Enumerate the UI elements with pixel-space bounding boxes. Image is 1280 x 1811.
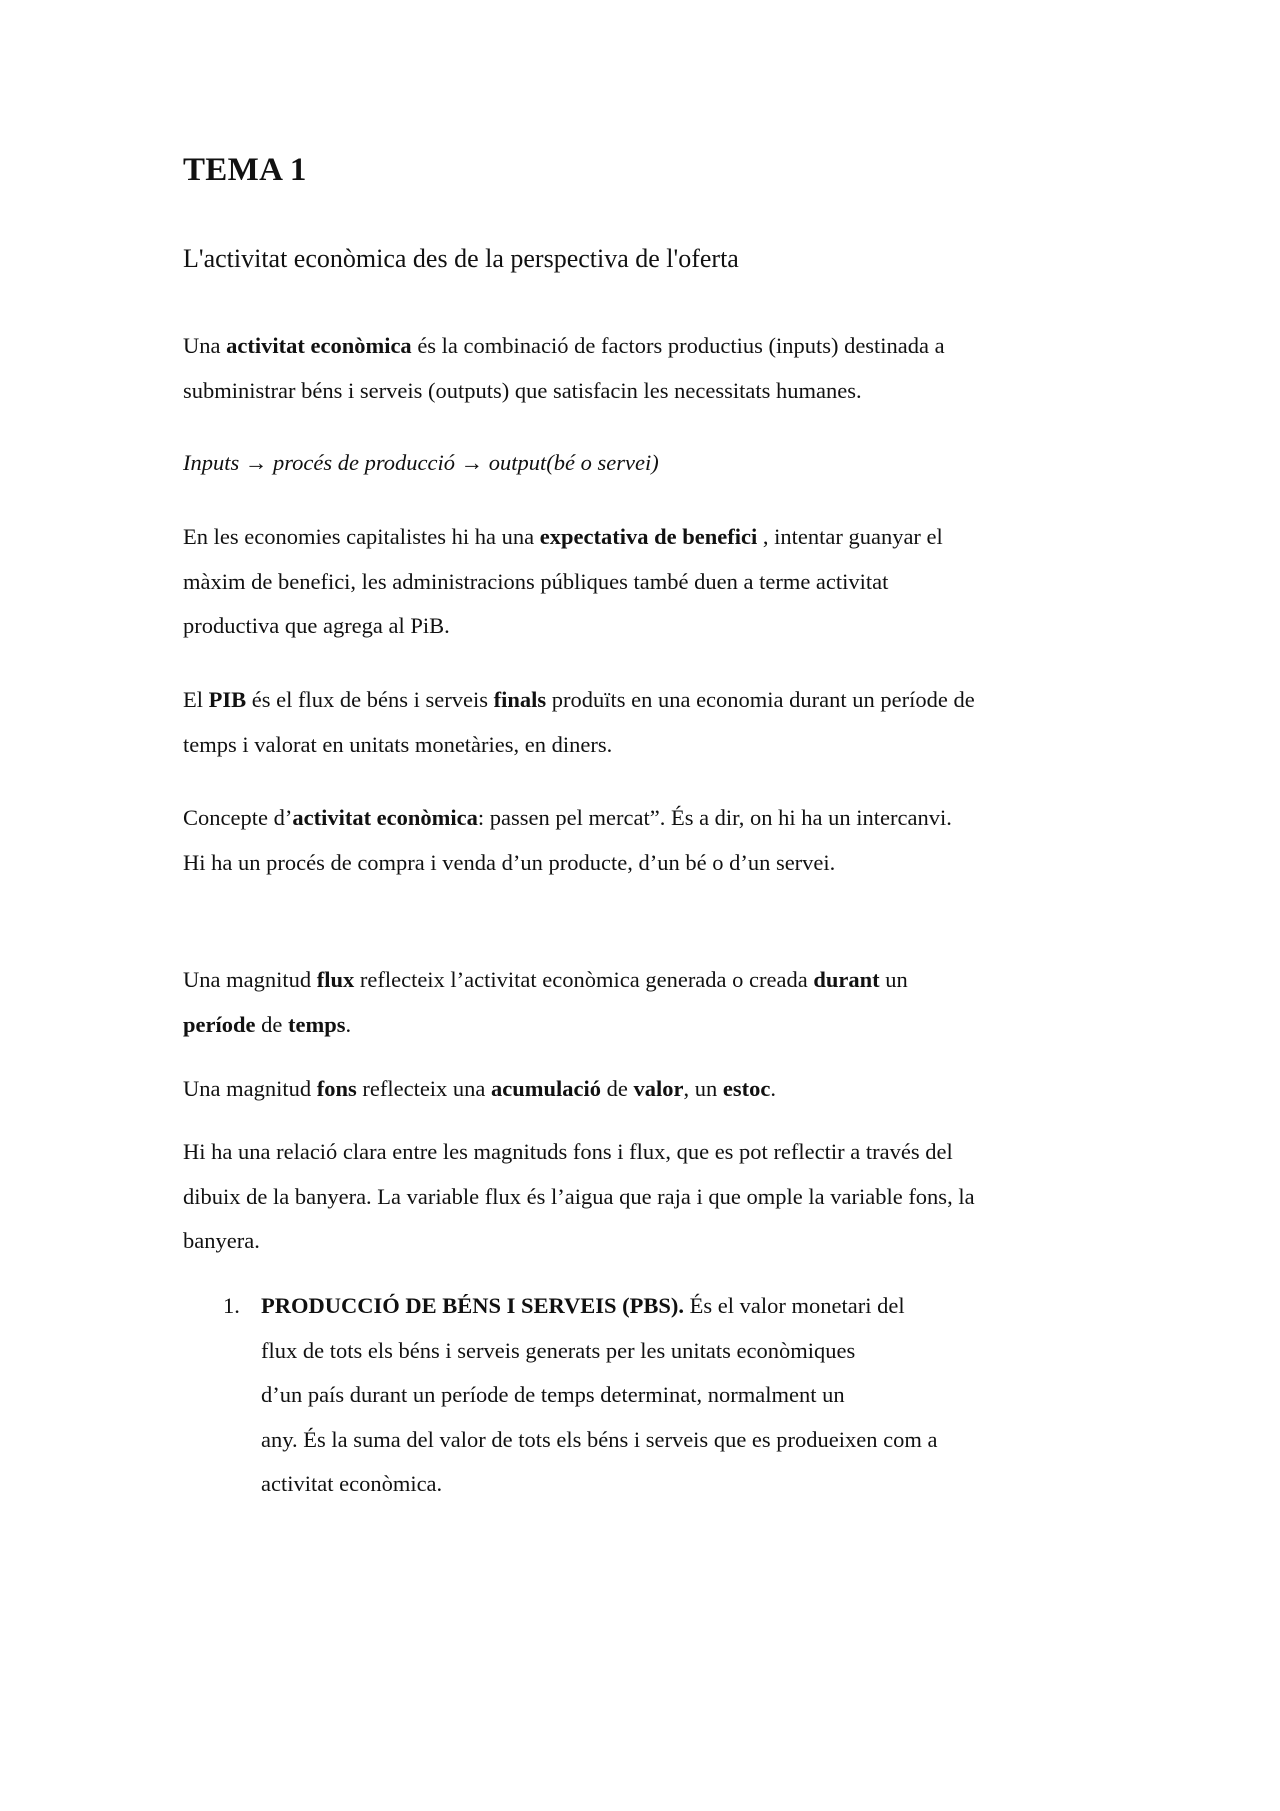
paragraph-pib-definition: El PIB és el flux de béns i serveis finals produïts en una economia durant un període de temps i valorat en unitats monetàries, en diners. (183, 687, 975, 757)
paragraph-economic-activity: Una activitat econòmica és la combinació de factors productius (inputs) destinada a subministrar béns i serveis (outputs) que satisfacin les necessitats humanes. (183, 333, 945, 403)
section-subtitle: L'activitat econòmica des de la perspectiva de l'oferta (183, 244, 739, 273)
production-formula: Inputs → procés de producció → output(bé o servei) (183, 450, 659, 475)
paragraph-bathtub-analogy: Hi ha una relació clara entre les magnituds fons i flux, que es pot reflectir a través del dibuix de la banyera. La variable flux és l’aigua que raja i que omple la variable fons, la banyera. (183, 1139, 975, 1253)
list-number: 1. (223, 1293, 240, 1318)
paragraph-stock-magnitude: Una magnitud fons reflecteix una acumulació de valor, un estoc. (183, 1076, 777, 1101)
paragraph-flow-magnitude: Una magnitud flux reflecteix l’activitat econòmica generada o creada durant un període de temps. (183, 967, 908, 1037)
list-item-body: PRODUCCIÓ DE BÉNS I SERVEIS (PBS). És el valor monetari del flux de tots els béns i serveis generats per les unitats econòmiques d’un país durant un període de temps determinat, normalment un any. És la suma del valor de tots els béns i serveis que es produeixen com a activitat econòmica. (261, 1293, 938, 1496)
page-title: TEMA 1 (183, 152, 307, 188)
paragraph-activity-concept: Concepte d’activitat econòmica: passen pel mercat”. És a dir, on hi ha un intercanvi. Hi ha un procés de compra i venda d’un producte, d’un bé o d’un servei. (183, 805, 952, 875)
paragraph-profit-expectation: En les economies capitalistes hi ha una expectativa de benefici , intentar guanyar el màxim de benefici, les administracions públiques també duen a terme activitat productiva que agrega al PiB. (183, 524, 943, 638)
